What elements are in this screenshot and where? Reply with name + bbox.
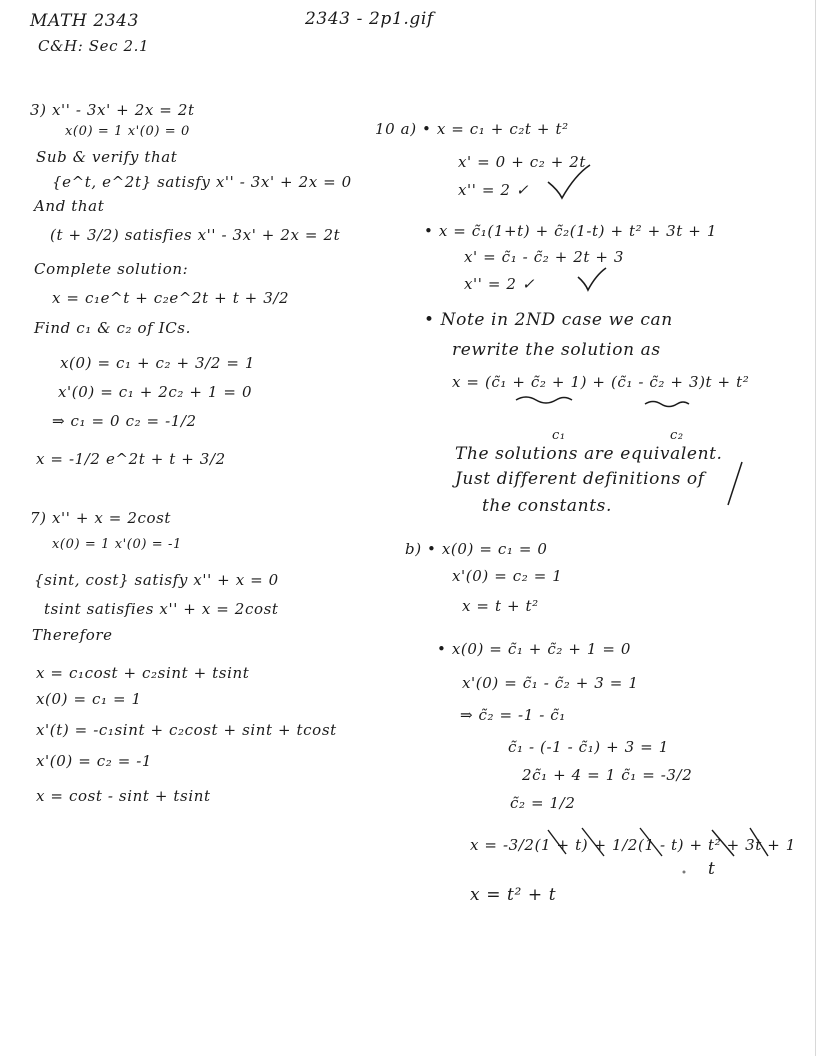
- problem-7-equation: 7) x'' + x = 2cost: [30, 509, 172, 527]
- problem-7-line: x'(t) = -c₁sint + c₂cost + sint + tcost: [36, 721, 337, 739]
- problem-3-line: x(0) = c₁ + c₂ + 3/2 = 1: [60, 354, 256, 372]
- problem-10a-conclusion: the constants.: [482, 496, 612, 516]
- problem-10b-substitution: x = -3/2(1 + t) + 1/2(1 - t) + t² + 3t + 1: [470, 836, 796, 854]
- problem-10a-note: • Note in 2ND case we can: [424, 310, 673, 330]
- problem-3-constants: ⇒ c₁ = 0 c₂ = -1/2: [52, 412, 197, 430]
- underbrace-c2: [645, 402, 689, 407]
- problem-10b-line: x'(0) = c₂ = 1: [452, 567, 563, 585]
- problem-10b-line: b) • x(0) = c₁ = 0: [405, 540, 548, 558]
- problem-3-line: Sub & verify that: [36, 148, 178, 166]
- file-name: 2343 - 2p1.gif: [305, 9, 434, 29]
- problem-10b-line: c̃₂ = 1/2: [510, 794, 576, 812]
- problem-10a-line: x' = c̃₁ - c̃₂ + 2t + 3: [464, 248, 625, 266]
- problem-3-equation: 3) x'' - 3x' + 2x = 2t: [30, 101, 195, 119]
- problem-10a-rewritten: x = (c̃₁ + c̃₂ + 1) + (c̃₁ - c̃₂ + 3)t + t²: [452, 373, 750, 391]
- problem-3-line: Complete solution:: [34, 260, 189, 278]
- problem-7-line: x'(0) = c₂ = -1: [36, 752, 153, 770]
- problem-7-general-solution: x = c₁cost + c₂sint + tsint: [36, 664, 250, 682]
- problem-10b-line: x'(0) = c̃₁ - c̃₂ + 3 = 1: [462, 674, 639, 692]
- course-title: MATH 2343: [30, 11, 139, 31]
- problem-3-initial-conditions: x(0) = 1 x'(0) = 0: [65, 124, 190, 139]
- problem-10a-note: rewrite the solution as: [452, 340, 661, 360]
- problem-10a-line: x'' = 2 ✓: [464, 275, 536, 293]
- stray-dot: [683, 871, 686, 874]
- problem-10b-line: • x(0) = c̃₁ + c̃₂ + 1 = 0: [437, 640, 632, 658]
- problem-10a-line: x'' = 2 ✓: [458, 181, 530, 199]
- underbrace-c1: [516, 397, 572, 403]
- constant-label-c2: c₂: [670, 428, 684, 443]
- problem-10b-line: c̃₁ - (-1 - c̃₁) + 3 = 1: [508, 738, 669, 756]
- problem-7-line: {sint, cost} satisfy x'' + x = 0: [34, 571, 279, 589]
- correction-stroke: [728, 462, 742, 505]
- problem-3-final-answer: x = -1/2 e^2t + t + 3/2: [36, 450, 226, 468]
- constant-label-c1: c₁: [552, 428, 566, 443]
- problem-3-line: (t + 3/2) satisfies x'' - 3x' + 2x = 2t: [50, 226, 341, 244]
- problem-3-line: x'(0) = c₁ + 2c₂ + 1 = 0: [58, 383, 253, 401]
- problem-10b-line: ⇒ c̃₂ = -1 - c̃₁: [460, 706, 566, 724]
- problem-7-initial-conditions: x(0) = 1 x'(0) = -1: [52, 537, 182, 552]
- check-icon: [578, 268, 606, 290]
- problem-10b-final-answer: x = t² + t: [470, 885, 557, 905]
- problem-10b-line: x = t + t²: [462, 597, 539, 615]
- problem-10a-line: 10 a) • x = c₁ + c₂t + t²: [375, 120, 569, 138]
- problem-10b-cancel-result: t: [708, 859, 716, 879]
- problem-7-line: Therefore: [32, 626, 113, 644]
- problem-7-line: x(0) = c₁ = 1: [36, 690, 142, 708]
- problem-10a-conclusion: Just different definitions of: [455, 469, 705, 489]
- problem-3-line: {e^t, e^2t} satisfy x'' - 3x' + 2x = 0: [52, 173, 352, 191]
- problem-7-final-answer: x = cost - sint + tsint: [36, 787, 211, 805]
- problem-10a-conclusion: The solutions are equivalent.: [455, 444, 723, 464]
- section-reference: C&H: Sec 2.1: [38, 37, 150, 55]
- problem-3-complete-solution: x = c₁e^t + c₂e^2t + t + 3/2: [52, 289, 290, 307]
- problem-7-line: tsint satisfies x'' + x = 2cost: [44, 600, 279, 618]
- problem-3-line: Find c₁ & c₂ of ICs.: [34, 319, 191, 337]
- problem-10a-line: x' = 0 + c₂ + 2t: [458, 153, 587, 171]
- problem-3-line: And that: [34, 197, 105, 215]
- problem-10a-line: • x = c̃₁(1+t) + c̃₂(1-t) + t² + 3t + 1: [424, 222, 717, 240]
- problem-10b-line: 2c̃₁ + 4 = 1 c̃₁ = -3/2: [522, 766, 693, 784]
